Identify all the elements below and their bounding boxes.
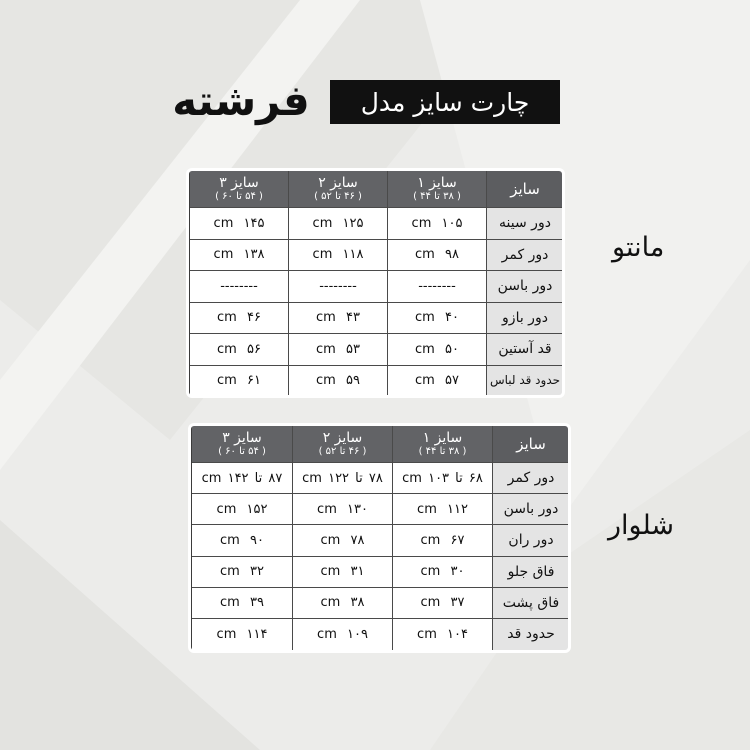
header-size-2 [289,170,388,208]
cell-value: ۵۶ cm [217,341,261,357]
table-row [191,556,571,587]
size-range: ( ۳۸ تا ۴۴ ) [418,446,467,458]
shalvar-size-table [188,423,571,653]
size-name: سایز ۳ [219,174,259,191]
table-cell [293,587,393,618]
cell-value: -------- [319,278,357,294]
table-cell [393,618,493,651]
header-size-3 [191,425,293,463]
row-label: حدود قد لباس [487,365,565,397]
size-range: ( ۴۶ تا ۵۲ ) [314,191,362,203]
cell-value: ۴۳ cm [316,310,360,326]
cell-value: ۵۷ cm [415,372,459,388]
table-cell [388,271,487,303]
table-header-row [189,170,565,208]
row-label: دور باسن [487,271,565,303]
size-range: ( ۵۴ تا ۶۰ ) [215,191,263,203]
table-cell [388,239,487,271]
cell-value: ۵۹ cm [316,372,360,388]
table-cell [289,208,388,240]
cell-value: -------- [220,278,258,294]
cell-value: ۹۸ cm [415,247,459,263]
table-row [191,463,571,494]
table-row [191,525,571,556]
size-name: سایز ۲ [318,174,358,191]
table-cell [189,271,289,303]
cell-value: ۱۰۵ cm [411,215,463,231]
table-cell [293,618,393,651]
cell-value: ۱۴۵ cm [213,215,265,231]
table-cell [191,556,293,587]
table-cell [189,365,289,397]
table-cell [293,463,393,494]
table-cell [293,556,393,587]
header-size-label: سایز [493,425,571,463]
header-size-2 [293,425,393,463]
size-name: سایز ۲ [322,429,363,446]
header-size-1 [388,170,487,208]
chart-title: چارت سایز مدل [330,80,560,124]
table-cell [293,525,393,556]
section-label-shalvar: شلوار [608,510,675,541]
cell-value: ۱۱۲ cm [417,501,468,517]
cell-value: ۶۱ cm [217,372,261,388]
table-row [189,302,565,334]
header-size-1 [393,425,493,463]
table-cell [189,208,289,240]
brand-logo-text: فرشته [172,75,310,125]
table-row [191,618,571,651]
table-cell [189,334,289,366]
cell-value: ۴۶ cm [217,310,261,326]
cell-value: -------- [418,278,456,294]
size-name: سایز ۱ [417,174,457,191]
table-cell [393,525,493,556]
cell-value: ۱۲۵ cm [312,215,364,231]
table-row [189,208,565,240]
size-name: سایز ۱ [422,429,463,446]
cell-value: ۵۳ cm [316,341,360,357]
manto-size-table [186,168,565,398]
cell-value: ۳۸ cm [320,595,365,611]
cell-value: ۱۰۹ cm [317,626,368,642]
table-cell [191,494,293,525]
cell-value: ۴۰ cm [415,310,459,326]
row-label: دور کمر [487,239,565,271]
cell-value: ۵۰ cm [415,341,459,357]
row-label: قد آستین [487,334,565,366]
size-range: ( ۴۶ تا ۵۲ ) [318,446,367,458]
table-row [189,365,565,397]
table-cell [289,239,388,271]
table-row [189,334,565,366]
header-size-3 [189,170,289,208]
row-label: دور ران [493,525,571,556]
cell-value: ۳۱ cm [320,564,365,580]
cell-value: ۱۵۲ cm [216,501,268,517]
table-row [189,239,565,271]
table-header-row [191,425,571,463]
table-cell [388,302,487,334]
cell-value: ۳۰ cm [420,564,465,580]
cell-value: ۱۳۰ cm [317,501,368,517]
table-cell [189,302,289,334]
section-label-manto: مانتو [612,232,665,263]
row-label: حدود قد [493,618,571,651]
table-cell [289,271,388,303]
table-cell [191,463,293,494]
row-label: دور بازو [487,302,565,334]
table-cell [191,618,293,651]
table-row [191,587,571,618]
cell-value: ۳۲ cm [220,564,264,580]
table-cell [289,365,388,397]
table-cell [293,494,393,525]
size-range: ( ۵۴ تا ۶۰ ) [218,446,266,458]
table-cell [393,463,493,494]
table-cell [289,334,388,366]
table-cell [388,334,487,366]
table-cell [189,239,289,271]
table-cell [393,587,493,618]
cell-value: ۱۳۸ cm [213,247,265,263]
row-label: دور سینه [487,208,565,240]
table-cell [191,587,293,618]
table-cell [191,525,293,556]
header-size-label: سایز [487,170,565,208]
cell-value: ۹۰ cm [220,532,264,548]
table-cell [393,494,493,525]
table-cell [388,208,487,240]
row-label: دور باسن [493,494,571,525]
cell-value: ۱۱۸ cm [312,247,364,263]
size-name: سایز ۳ [222,429,262,446]
cell-value: ۳۹ cm [220,595,264,611]
cell-value: ۶۸ تا ۱۰۳ cm [402,470,483,486]
row-label: فاق پشت [493,587,571,618]
cell-value: ۶۷ cm [420,532,465,548]
table-cell [289,302,388,334]
table-row [189,271,565,303]
row-label: فاق جلو [493,556,571,587]
table-cell [388,365,487,397]
cell-value: ۱۱۴ cm [216,626,268,642]
cell-value: ۷۸ cm [320,532,365,548]
size-range: ( ۳۸ تا ۴۴ ) [413,191,461,203]
table-row [191,494,571,525]
cell-value: ۷۸ تا ۱۲۲ cm [302,470,383,486]
row-label: دور کمر [493,463,571,494]
cell-value: ۱۰۴ cm [417,626,468,642]
cell-value: ۳۷ cm [420,595,465,611]
cell-value: ۸۷ تا ۱۴۲ cm [201,470,283,486]
table-cell [393,556,493,587]
